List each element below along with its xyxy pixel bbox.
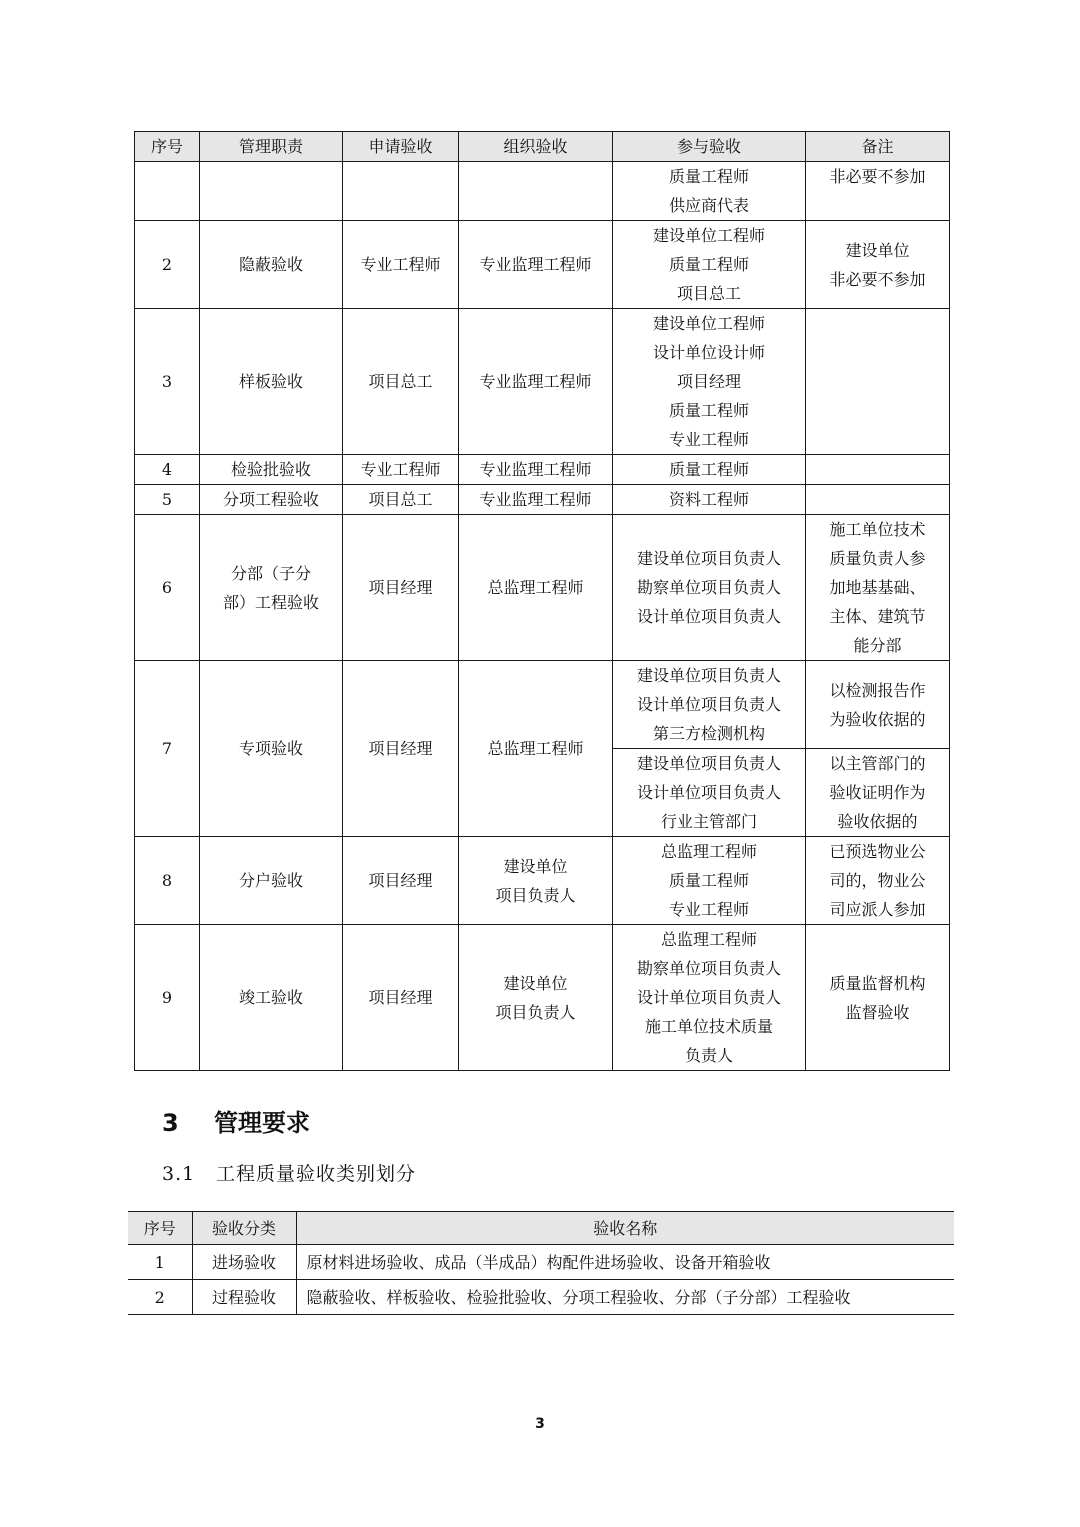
names-cell: 隐蔽验收、样板验收、检验批验收、分项工程验收、分部（子分部）工程验收 — [296, 1280, 954, 1315]
participants-cell: 建设单位项目负责人 设计单位项目负责人 行业主管部门 — [613, 749, 806, 837]
remark-cell: 以检测报告作 为验收依据的 — [806, 661, 950, 749]
page-number: 3 — [535, 1416, 545, 1432]
table-row — [135, 925, 950, 1071]
apply-cell: 项目经理 — [343, 925, 459, 1071]
names-cell: 原材料进场验收、成品（半成品）构配件进场验收、设备开箱验收 — [296, 1245, 954, 1280]
participants-cell: 建设单位项目负责人 设计单位项目负责人 第三方检测机构 — [613, 661, 806, 749]
row-no: 1 — [128, 1245, 192, 1280]
remark-cell: 质量监督机构 监督验收 — [806, 925, 950, 1071]
header-no: 序号 — [128, 1212, 192, 1245]
section-number: 3 — [162, 1109, 179, 1137]
organize-cell: 总监理工程师 — [459, 515, 613, 661]
remark-cell — [806, 485, 950, 515]
subsection-heading — [162, 1159, 416, 1186]
duty-cell: 竣工验收 — [200, 925, 343, 1071]
row-no: 7 — [135, 661, 200, 837]
table-row — [135, 661, 950, 749]
header-remark: 备注 — [806, 132, 950, 162]
row-no: 3 — [135, 309, 200, 455]
participants-cell: 建设单位项目负责人 勘察单位项目负责人 设计单位项目负责人 — [613, 515, 806, 661]
duty-cell: 分户验收 — [200, 837, 343, 925]
apply-cell: 项目总工 — [343, 485, 459, 515]
duty-cell: 检验批验收 — [200, 455, 343, 485]
header-names: 验收名称 — [296, 1212, 954, 1245]
table-row — [135, 485, 950, 515]
participants-cell: 质量工程师 — [613, 455, 806, 485]
header-no: 序号 — [135, 132, 200, 162]
header-participants: 参与验收 — [613, 132, 806, 162]
header-organize: 组织验收 — [459, 132, 613, 162]
participants-cell: 总监理工程师 勘察单位项目负责人 设计单位项目负责人 施工单位技术质量 负责人 — [613, 925, 806, 1071]
category-cell: 过程验收 — [192, 1280, 296, 1315]
acceptance-responsibility-table — [134, 131, 950, 1071]
header-apply: 申请验收 — [343, 132, 459, 162]
table-row — [135, 162, 950, 221]
row-no: 2 — [128, 1280, 192, 1315]
participants-cell: 质量工程师 供应商代表 — [613, 162, 806, 221]
remark-cell: 已预选物业公 司的，物业公 司应派人参加 — [806, 837, 950, 925]
section-heading — [162, 1103, 310, 1138]
table-row — [135, 837, 950, 925]
remark-cell: 非必要不参加 — [806, 162, 950, 221]
table-header-row — [135, 132, 950, 162]
table-row — [135, 221, 950, 309]
apply-cell: 项目总工 — [343, 309, 459, 455]
subsection-number: 3.1 — [162, 1163, 196, 1185]
remark-cell: 以主管部门的 验收证明作为 验收依据的 — [806, 749, 950, 837]
row-no: 9 — [135, 925, 200, 1071]
organize-cell: 专业监理工程师 — [459, 221, 613, 309]
table-row — [135, 515, 950, 661]
apply-cell: 项目经理 — [343, 661, 459, 837]
table-row — [135, 455, 950, 485]
header-duty: 管理职责 — [200, 132, 343, 162]
acceptance-category-table — [128, 1211, 954, 1315]
participants-cell: 建设单位工程师 质量工程师 项目总工 — [613, 221, 806, 309]
row-no: 6 — [135, 515, 200, 661]
participants-cell: 建设单位工程师 设计单位设计师 项目经理 质量工程师 专业工程师 — [613, 309, 806, 455]
header-category: 验收分类 — [192, 1212, 296, 1245]
participants-cell: 资料工程师 — [613, 485, 806, 515]
section-title: 管理要求 — [214, 1109, 310, 1137]
organize-cell: 专业监理工程师 — [459, 309, 613, 455]
organize-cell: 专业监理工程师 — [459, 455, 613, 485]
remark-cell — [806, 309, 950, 455]
row-no: 8 — [135, 837, 200, 925]
subsection-title: 工程质量验收类别划分 — [216, 1163, 417, 1185]
row-no: 2 — [135, 221, 200, 309]
apply-cell: 专业工程师 — [343, 455, 459, 485]
apply-cell: 项目经理 — [343, 515, 459, 661]
table-header-row — [128, 1212, 954, 1245]
row-no: 5 — [135, 485, 200, 515]
organize-cell: 建设单位 项目负责人 — [459, 925, 613, 1071]
row-no: 4 — [135, 455, 200, 485]
organize-cell: 建设单位 项目负责人 — [459, 837, 613, 925]
duty-cell: 分项工程验收 — [200, 485, 343, 515]
duty-cell: 样板验收 — [200, 309, 343, 455]
remark-cell: 建设单位 非必要不参加 — [806, 221, 950, 309]
remark-cell: 施工单位技术 质量负责人参 加地基基础、 主体、建筑节 能分部 — [806, 515, 950, 661]
apply-cell: 专业工程师 — [343, 221, 459, 309]
duty-cell: 分部（子分 部）工程验收 — [200, 515, 343, 661]
apply-cell: 项目经理 — [343, 837, 459, 925]
participants-cell: 总监理工程师 质量工程师 专业工程师 — [613, 837, 806, 925]
duty-cell: 专项验收 — [200, 661, 343, 837]
table-row — [135, 309, 950, 455]
category-cell: 进场验收 — [192, 1245, 296, 1280]
table-row — [128, 1280, 954, 1315]
remark-cell — [806, 455, 950, 485]
organize-cell: 总监理工程师 — [459, 661, 613, 837]
duty-cell: 隐蔽验收 — [200, 221, 343, 309]
organize-cell: 专业监理工程师 — [459, 485, 613, 515]
table-row — [128, 1245, 954, 1280]
